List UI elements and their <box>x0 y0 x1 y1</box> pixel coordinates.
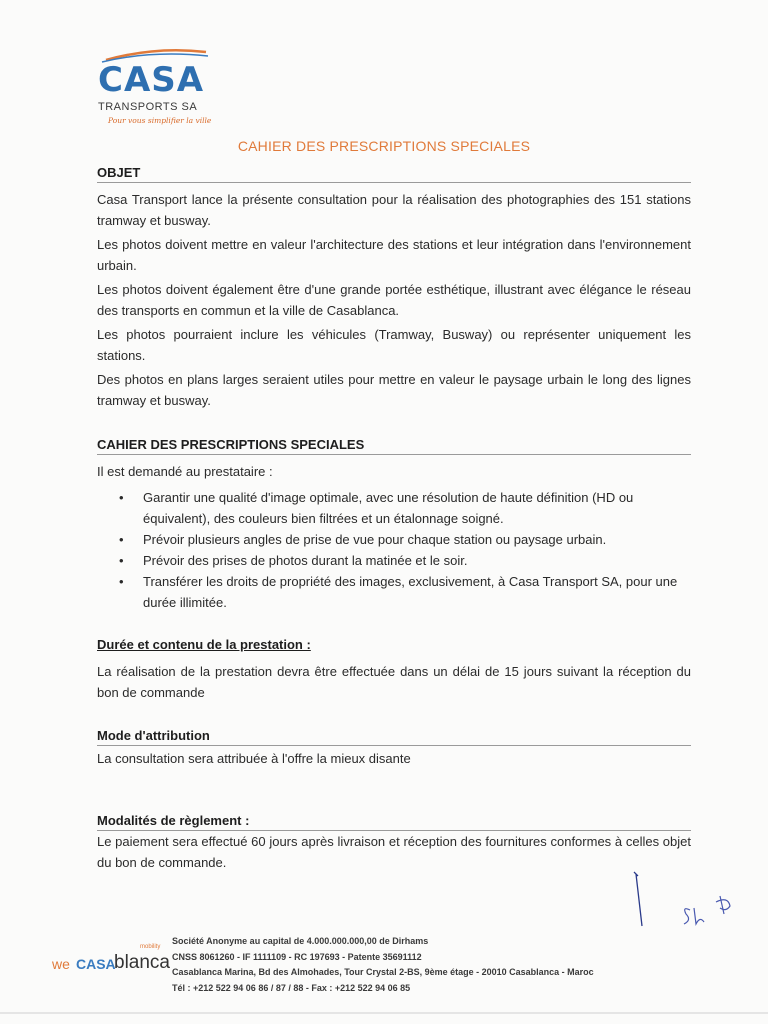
objet-paragraph-3: Les photos doivent également être d'une grande portée esthétique, illustrant avec élégance le réseau des transports en commun et la ville de Casablanca. <box>97 282 691 318</box>
document-title: CAHIER DES PRESCRIPTIONS SPECIALES <box>237 138 531 154</box>
footer-line-contact: Tél : +212 522 94 06 86 / 87 / 88 - Fax : +212 522 94 06 85 <box>172 982 411 993</box>
footer-line-registration: CNSS 8061260 - IF 1111109 - RC 197693 - Patente 35691112 <box>172 951 422 962</box>
list-item <box>97 550 691 571</box>
company-logo <box>96 44 236 130</box>
footer-logo-casa: CASA <box>76 956 116 972</box>
section-heading-duree: Durée et contenu de la prestation : <box>97 637 311 652</box>
footer-line-address: Casablanca Marina, Bd des Almohades, Tour Crystal 2-BS, 9ème étage - 20010 Casablanca - Maroc <box>172 967 594 977</box>
footer-company-info <box>172 934 594 996</box>
footer-logo <box>52 944 172 978</box>
footer-line-capital: Société Anonyme au capital de 4.000.000.000,00 de Dirhams <box>172 936 429 946</box>
bullet-text: Prévoir des prises de photos durant la matinée et le soir. <box>143 553 468 568</box>
footer-logo-blanca: blanca <box>114 952 170 973</box>
bullet-icon: • <box>119 532 124 547</box>
bullet-text: Garantir une qualité d'image optimale, avec une résolution de haute définition (HD ou équivalent), des couleurs bien filtrées et un étalonnage soigné. <box>143 490 634 526</box>
objet-paragraph-4: Les photos pourraient inclure les véhicules (Tramway, Busway) ou représenter uniquement les stations. <box>97 327 691 363</box>
mode-text: La consultation sera attribuée à l'offre la mieux disante <box>97 751 411 766</box>
objet-paragraph-2: Les photos doivent mettre en valeur l'architecture des stations et leur intégration dans l'environnement urbain. <box>97 237 691 273</box>
logo-company-name: TRANSPORTS SA <box>98 101 198 113</box>
logo-wordmark: CASA <box>98 60 205 100</box>
list-item <box>97 529 691 550</box>
bullet-text: Prévoir plusieurs angles de prise de vue pour chaque station ou paysage urbain. <box>143 532 607 547</box>
page-bottom-divider <box>0 1012 768 1014</box>
section-heading-objet: OBJET <box>97 165 691 183</box>
duree-text: La réalisation de la prestation devra être effectuée dans un délai de 15 jours suivant la réception du bon de commande <box>97 664 691 700</box>
section-heading-cps: CAHIER DES PRESCRIPTIONS SPECIALES <box>97 437 691 455</box>
bullet-icon: • <box>119 574 124 589</box>
logo-tagline: Pour vous simplifier la ville <box>108 116 212 125</box>
bullet-icon: • <box>119 553 124 568</box>
list-item <box>97 571 691 613</box>
section-heading-modalites: Modalités de règlement : <box>97 813 691 831</box>
handwritten-signature <box>620 866 740 936</box>
cps-intro: Il est demandé au prestataire : <box>97 464 273 479</box>
section-heading-mode: Mode d'attribution <box>97 728 691 746</box>
cps-bullet-list <box>97 487 691 613</box>
objet-paragraph-1: Casa Transport lance la présente consultation pour la réalisation des photographies des 151 stations tramway et busway. <box>97 192 691 228</box>
footer-logo-we: we <box>52 956 70 972</box>
list-item <box>97 487 691 529</box>
bullet-text: Transférer les droits de propriété des images, exclusivement, à Casa Transport SA, pour une durée illimitée. <box>143 574 678 610</box>
modalites-text: Le paiement sera effectué 60 jours après livraison et réception des fournitures conformes à celles objet du bon de commande. <box>97 834 691 870</box>
footer-logo-mobility: mobility <box>140 944 161 950</box>
objet-paragraph-5: Des photos en plans larges seraient utiles pour mettre en valeur le paysage urbain le long des lignes tramway et busway. <box>97 372 691 408</box>
bullet-icon: • <box>119 490 124 505</box>
